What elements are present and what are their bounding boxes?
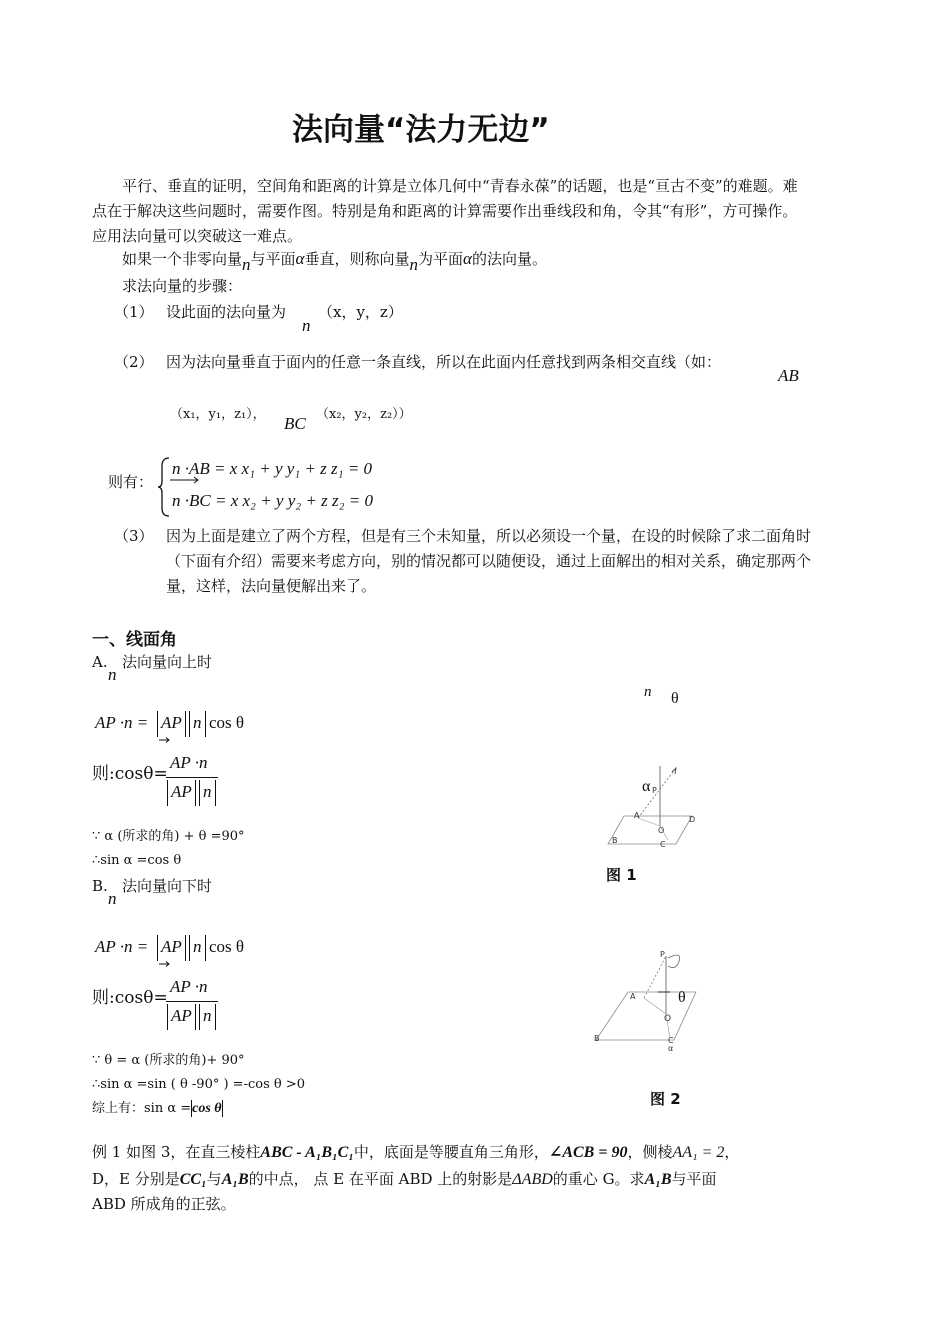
- case-b-cos: cos θ: [209, 937, 245, 956]
- case-a-text: 法向量向上时: [122, 653, 213, 671]
- case-a-frac-ap: AP: [171, 782, 192, 801]
- fig1-point-o: O: [658, 826, 665, 835]
- fig1-n-label: n: [644, 684, 652, 700]
- fig2-plane-alpha: α: [668, 1044, 674, 1053]
- fig1-point-c: C: [660, 840, 666, 849]
- case-a-therefore: ∴sin α =cos θ: [92, 853, 182, 868]
- segment-cc1: CC₁: [179, 1171, 207, 1188]
- vector-n-symbol: n: [409, 255, 418, 274]
- fig1-point-a: A: [634, 811, 640, 820]
- figure-2-caption: 图 2: [650, 1090, 681, 1108]
- fig1-alpha-label: α: [642, 778, 651, 795]
- steps-title: 求法向量的步骤：: [122, 277, 243, 295]
- abs-bar: [199, 1004, 200, 1030]
- fig1-point-b: B: [612, 836, 618, 845]
- definition-text-a: 如果一个非零向量: [122, 250, 243, 268]
- definition-line: [122, 246, 547, 272]
- figure-2-diagram: [588, 942, 708, 1052]
- summary-text: 综上有：sin α =: [92, 1101, 192, 1116]
- case-b-vector-n: n: [108, 889, 117, 908]
- abs-bar: [205, 935, 206, 961]
- case-b-then: 则:cosθ=: [92, 988, 168, 1008]
- vector-ab: AB: [778, 366, 799, 385]
- fig1-point-p: P: [652, 786, 657, 795]
- equation-brace: [158, 456, 172, 518]
- example-line-2: D，E 分别是CC₁与A₁B的中点， 点 E 在平面 ABD 上的射影是ΔABD的重心 G。求A₁B与平面: [92, 1170, 717, 1188]
- case-b-label: B.: [92, 877, 108, 895]
- step-3-text: 因为上面是建立了两个方程，但是有三个未知量，所以必须设一个量，在设的时候除了求二面角时（下面有介绍）需要来考虑方向，别的情况都可以随便设，通过上面解出的相对关系，确定那两个量，这样，法向量便解出来了。: [166, 527, 812, 595]
- abs-bar: [167, 1004, 168, 1030]
- step-2-text: 因为法向量垂直于面内的任意一条直线，所以在此面内任意找到两条相交直线（如：: [166, 353, 722, 371]
- page-title: 法向量“法力无边”: [292, 112, 550, 148]
- fig2-point-a: A: [630, 992, 636, 1001]
- case-a-label: A.: [92, 653, 108, 671]
- abs-bar: [205, 711, 206, 737]
- abs-bar: [195, 780, 196, 806]
- abs-bar: [157, 711, 158, 737]
- case-b-frac-num: AP ·n: [170, 977, 208, 996]
- segment-a1b: A₁B: [221, 1171, 249, 1188]
- fig2-point-c: C: [668, 1036, 674, 1045]
- step-1-text: 设此面的法向量为: [166, 303, 287, 321]
- abs-bar: [199, 780, 200, 806]
- example-line-1: 例 1 如图 3，在直三棱柱ABC - A₁B₁C₁中，底面是等腰直角三角形，∠ACB = 90，侧棱AA₁ = 2，: [92, 1143, 740, 1161]
- case-a-frac-n: n: [203, 782, 212, 801]
- vector-bc: BC: [284, 414, 306, 433]
- case-b-text: 法向量向下时: [122, 877, 213, 895]
- case-a-dot-lhs: AP ·n =: [95, 713, 149, 732]
- case-b-dot-lhs: AP ·n =: [95, 937, 149, 956]
- case-a-cos: cos θ: [209, 713, 245, 732]
- definition-text-e: 的法向量。: [471, 250, 547, 268]
- step-2-number: （2）: [114, 353, 154, 371]
- case-b-frac-n: n: [203, 1006, 212, 1025]
- abs-bar: [185, 711, 186, 737]
- case-b-because: ∵ θ = α (所求的角)+ 90°: [92, 1053, 245, 1068]
- prism-name: ABC - A₁B₁C₁: [260, 1144, 354, 1161]
- fig1-point-d: D: [689, 815, 696, 824]
- step-3-number: （3）: [114, 527, 154, 545]
- case-a-because: ∵ α (所求的角) + θ =90°: [92, 829, 245, 844]
- equation-2: n ·BC = x x₂ + y y₂ + z z₂ = 0: [172, 491, 374, 510]
- abs-bar: [215, 1004, 216, 1030]
- abs-bar: [189, 935, 190, 961]
- vector-arrow-mark: [158, 737, 172, 743]
- then-label: 则有：: [108, 473, 154, 491]
- fig2-point-p: P: [660, 950, 665, 959]
- step-2-coords-2: （x₂，y₂，z₂））: [316, 407, 412, 422]
- case-a-ap: AP: [161, 713, 182, 732]
- edge-aa1: AA₁ = 2: [672, 1144, 725, 1161]
- fraction-line: [166, 1001, 218, 1002]
- case-b-therefore: ∴sin α =sin ( θ -90° ) =-cos θ >0: [92, 1077, 305, 1092]
- section-heading-line-angle: 一、线面角: [92, 630, 177, 650]
- abs-bar: [195, 1004, 196, 1030]
- step-1-number: （1）: [114, 303, 154, 321]
- alpha-symbol: α: [295, 249, 305, 268]
- figure-1-caption: 图 1: [606, 866, 637, 884]
- summary-line: [92, 1096, 223, 1121]
- case-b-n: n: [193, 937, 202, 956]
- abs-bar: [157, 935, 158, 961]
- case-b-frac-ap: AP: [171, 1006, 192, 1025]
- fig2-point-o: O: [664, 1014, 672, 1024]
- angle-acb: ∠ACB = 90: [548, 1144, 628, 1161]
- step-1-coords: （x，y，z）: [318, 303, 403, 321]
- vector-n-symbol: n: [242, 255, 251, 274]
- step-1-vector-n: n: [302, 316, 311, 335]
- intro-paragraph: 平行、垂直的证明，空间角和距离的计算是立体几何中“青春永葆”的话题，也是“亘古不变”的难题。难点在于解决这些问题时，需要作图。特别是角和距离的计算需要作出垂线段和角，令其“有形”，方可操作。应用法向量可以突破这一难点。: [92, 177, 798, 245]
- abs-bar: [189, 711, 190, 737]
- definition-text-b: 与平面: [250, 250, 296, 268]
- case-a-vector-n: n: [108, 665, 117, 684]
- abs-bar: [215, 780, 216, 806]
- case-a-frac-num: AP ·n: [170, 753, 208, 772]
- vector-arrow-mark: [158, 961, 172, 967]
- abs-bar: [185, 935, 186, 961]
- fraction-line: [166, 777, 218, 778]
- fig2-point-b: B: [594, 1034, 600, 1043]
- triangle-abd: ΔABD: [512, 1171, 553, 1188]
- case-a-n: n: [193, 713, 202, 732]
- vector-arrow-marks: [168, 476, 208, 484]
- definition-text-d: 为平面: [417, 250, 463, 268]
- segment-a1b: A₁B: [644, 1171, 672, 1188]
- summary-cos: cos θ: [192, 1101, 222, 1116]
- case-a-then: 则:cosθ=: [92, 764, 168, 784]
- alpha-symbol: α: [463, 249, 472, 268]
- step-2-coords-1: （x₁，y₁，z₁），: [170, 407, 266, 422]
- equation-1: n ·AB = x x₁ + y y₁ + z z₁ = 0: [172, 459, 373, 478]
- case-b-ap: AP: [161, 937, 182, 956]
- fig2-theta-label: θ: [678, 989, 686, 1006]
- definition-text-c: 垂直，则称向量: [304, 250, 410, 268]
- fig1-theta-label: θ: [671, 690, 679, 707]
- abs-bar: [167, 780, 168, 806]
- example-line-3: ABD 所成角的正弦。: [92, 1195, 236, 1213]
